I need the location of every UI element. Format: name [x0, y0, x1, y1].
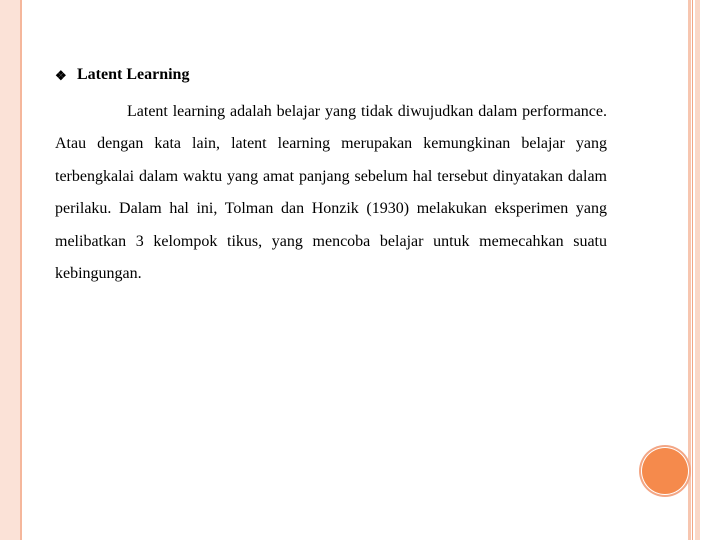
right-decorative-border-inner — [695, 0, 700, 540]
accent-circle — [642, 448, 688, 494]
right-decorative-border-outer — [688, 0, 691, 540]
bullet-heading — [55, 62, 607, 88]
diamond-bullet-icon: ❖ — [55, 67, 67, 83]
body-paragraph: Latent learning adalah belajar yang tidak diwujudkan dalam performance. Atau dengan kata lain, latent learning merupakan kemungkinan belajar yang terbengkalai dalam waktu yang amat panjang sebelum hal tersebut dinyatakan dalam perilaku. Dalam hal ini, Tolman dan Honzik (1930) melakukan eksperimen yang melibatkan 3 kelompok tikus, yang mencoba belajar untuk memecahkan suatu kebingungan. — [55, 103, 607, 283]
left-decorative-border — [0, 0, 22, 540]
slide-content — [55, 62, 607, 290]
heading-text: Latent Learning — [77, 66, 190, 83]
right-decorative-border-line — [692, 0, 693, 540]
